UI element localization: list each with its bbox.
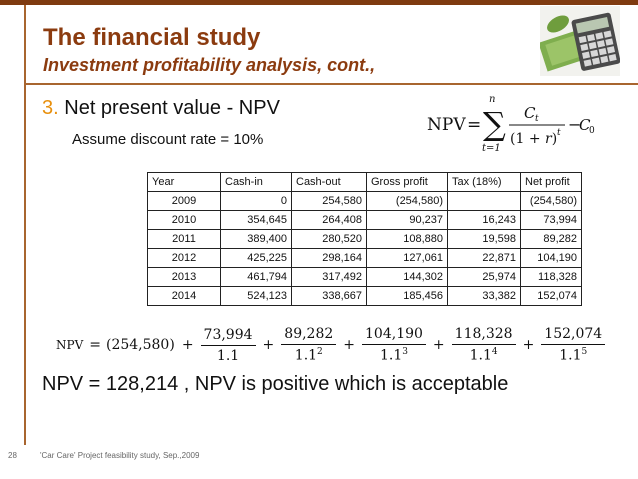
cell: 2011: [148, 230, 221, 249]
header-rule: [24, 83, 638, 85]
cell: 73,994: [521, 211, 582, 230]
cell: 89,282: [521, 230, 582, 249]
calc-term: [362, 326, 426, 364]
calc-plus: +: [181, 337, 194, 353]
svg-text:t=1: t=1: [482, 143, 501, 154]
cell: 25,974: [448, 268, 521, 287]
svg-text:(1 + r): (1 + r): [510, 131, 558, 147]
cell: (254,580): [367, 192, 448, 211]
calc-term: [281, 326, 336, 364]
svg-text:n: n: [489, 94, 496, 105]
col-gross-profit: Gross profit: [367, 173, 448, 192]
table-row: [148, 287, 582, 306]
npv-result: NPV = 128,214 , NPV is positive which is acceptable: [42, 373, 509, 395]
cell: 2013: [148, 268, 221, 287]
npv-formula: [425, 89, 595, 157]
table-row: [148, 249, 582, 268]
calc-plus: +: [522, 337, 535, 353]
table-row: [148, 230, 582, 249]
cell: 264,408: [292, 211, 367, 230]
table-row: [148, 192, 582, 211]
cell: 2014: [148, 287, 221, 306]
cell: 425,225: [221, 249, 292, 268]
cell: 108,880: [367, 230, 448, 249]
calc-term-numerator: 73,994: [201, 327, 256, 346]
cell: 152,074: [521, 287, 582, 306]
cell: 354,645: [221, 211, 292, 230]
svg-text:NPV: NPV: [427, 115, 466, 135]
slide-title: The financial study: [43, 24, 261, 51]
svg-text:C: C: [579, 116, 591, 134]
cell: 317,492: [292, 268, 367, 287]
calc-term-numerator: 89,282: [281, 326, 336, 345]
col-year: Year: [148, 173, 221, 192]
cell: 461,794: [221, 268, 292, 287]
calc-term-denominator: 1.1: [216, 347, 240, 364]
financial-table: [147, 172, 582, 306]
col-tax: Tax (18%): [448, 173, 521, 192]
cell: 0: [221, 192, 292, 211]
table-header-row: [148, 173, 582, 192]
table-row: [148, 268, 582, 287]
npv-calculation: [56, 320, 605, 370]
calc-term: [541, 326, 605, 364]
calc-initial: (254,580): [105, 337, 175, 353]
svg-text:t: t: [557, 128, 561, 138]
cell: 280,520: [292, 230, 367, 249]
cell: 389,400: [221, 230, 292, 249]
cell: (254,580): [521, 192, 582, 211]
calc-term-denominator: $1.1^4$: [469, 347, 498, 364]
col-net-profit: Net profit: [521, 173, 582, 192]
cell: 118,328: [521, 268, 582, 287]
cell: 2009: [148, 192, 221, 211]
svg-text:C: C: [524, 104, 536, 122]
cell: 19,598: [448, 230, 521, 249]
calc-term-denominator: $1.1^3$: [379, 347, 408, 364]
calculator-money-icon: [540, 6, 620, 76]
calc-term-denominator: $1.1^2$: [294, 347, 323, 364]
cell: 2012: [148, 249, 221, 268]
slide-subtitle: Investment profitability analysis, cont.,: [43, 55, 376, 75]
calc-term: [452, 326, 516, 364]
svg-text:=: =: [467, 115, 482, 135]
cell: [448, 192, 521, 211]
top-bar: [0, 0, 638, 5]
discount-rate-assumption: Assume discount rate = 10%: [72, 131, 264, 148]
cell: 524,123: [221, 287, 292, 306]
col-cash-out: Cash-out: [292, 173, 367, 192]
cell: 185,456: [367, 287, 448, 306]
calc-term-numerator: 104,190: [362, 326, 426, 345]
svg-text:0: 0: [589, 126, 595, 136]
calc-term-numerator: 152,074: [541, 326, 605, 345]
calc-term-denominator: $1.1^5$: [559, 347, 588, 364]
calc-plus: +: [432, 337, 445, 353]
cell: 90,237: [367, 211, 448, 230]
page-number: 28: [8, 451, 17, 460]
cell: 2010: [148, 211, 221, 230]
cell: 144,302: [367, 268, 448, 287]
footer-source: 'Car Care' Project feasibility study, Sep.,2009: [40, 451, 200, 460]
cell: 127,061: [367, 249, 448, 268]
section-heading-text: Net present value - NPV: [64, 97, 280, 119]
calc-label: NPV: [56, 338, 84, 352]
vertical-rule: [24, 5, 26, 445]
calc-term: [201, 327, 256, 364]
svg-text:−: −: [568, 115, 582, 134]
svg-text:∑: ∑: [483, 105, 506, 143]
section-number: 3.: [42, 97, 59, 119]
cell: 22,871: [448, 249, 521, 268]
cell: 16,243: [448, 211, 521, 230]
calc-plus: +: [343, 337, 356, 353]
cell: 104,190: [521, 249, 582, 268]
calc-term-numerator: 118,328: [452, 326, 516, 345]
cell: 254,580: [292, 192, 367, 211]
calc-plus: +: [262, 337, 275, 353]
cell: 298,164: [292, 249, 367, 268]
svg-text:t: t: [535, 114, 539, 124]
section-heading: [42, 97, 280, 120]
calc-equals: =: [89, 337, 101, 353]
cell: 338,667: [292, 287, 367, 306]
col-cash-in: Cash-in: [221, 173, 292, 192]
table-row: [148, 211, 582, 230]
cell: 33,382: [448, 287, 521, 306]
